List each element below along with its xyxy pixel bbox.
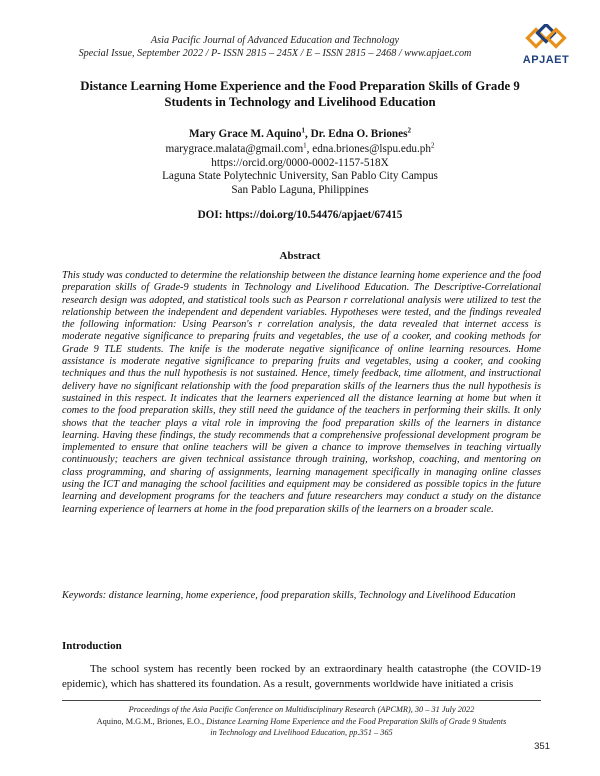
- keywords: Keywords: distance learning, home experience, food preparation skills, Technology and Livelihood Education: [62, 590, 516, 601]
- email-1[interactable]: marygrace.malata@gmail.com: [165, 143, 304, 155]
- introduction-text: The school system has recently been rocked by an extraordinary health catastrophe (the COVID-19 epidemic), which has shattered its foundation. As a result, governments worldwide have initiated a crisis: [62, 663, 541, 690]
- logo-text: APJAET: [522, 54, 570, 66]
- affiliation-line-2: San Pablo Laguna, Philippines: [231, 183, 369, 196]
- issue-info: Special Issue, September 2022 / P- ISSN 2815 – 245X / E – ISSN 2815 – 2468 / www.apjaet.com: [78, 48, 472, 59]
- footer-citation-continued: in Technology and Livelihood Education, pp.351 – 365: [210, 728, 393, 737]
- author-1: Mary Grace M. Aquino: [189, 128, 302, 140]
- footer-divider: [62, 700, 541, 701]
- author-affiliations: [60, 143, 540, 197]
- doi-link[interactable]: DOI: https://doi.org/10.54476/apjaet/67415: [197, 209, 403, 221]
- introduction-heading: Introduction: [62, 640, 122, 652]
- author-names: Mary Grace M. Aquino$^1$, Dr. Edna O. Briones$^2$: [189, 126, 411, 140]
- author-emails: marygrace.malata@gmail.com$^1$, $edna.briones@lspu.edu.ph^2$: [165, 141, 435, 155]
- journal-name: Asia Pacific Journal of Advanced Education and Technology: [150, 35, 400, 46]
- journal-header: [60, 34, 490, 60]
- paper-title: Distance Learning Home Experience and the Food Preparation Skills of Grade 9 Students in Technology and Livelihood Education: [80, 79, 520, 109]
- affiliation-line-1: Laguna State Polytechnic University, San Pablo City Campus: [162, 170, 438, 182]
- orcid-link[interactable]: https://orcid.org/0000-0002-1157-518X: [211, 156, 389, 169]
- author-2: Dr. Edna O. Briones: [310, 128, 408, 140]
- page-footer: [62, 704, 541, 739]
- footer-citation: Aquino, M.G.M., Briones, E.O., Distance Learning Home Experience and the Food Preparation Skills of Grade 9 Students: [96, 716, 507, 726]
- email-2[interactable]: edna.briones@lspu.edu.ph: [312, 143, 431, 155]
- footer-proceedings: Proceedings of the Asia Pacific Conference on Multidisciplinary Research (APCMR), 30 – 31 July 2022: [128, 705, 475, 714]
- abstract-text: This study was conducted to determine the relationship between the distance learning home experience and the food preparation skills of Grade-9 students in Technology and Livelihood Education. The Descriptive-Correlational research design was adopted, and statistical tools such as Pearson r correlational analysis were utilized to test the relationship between the independent and dependent variables. Hypotheses were tested, and the findings revealed the following information: Using Pearson's r correlation analysis, the data revealed that internet access is moderate negative significance to preparing fruits and vegetables, the use of a cooker, and cooking methods for Grade 9 TLE students. The knife is the moderate negative significance of online learning resources. Home assistance is moderate negative significance to preparing fruits and vegetables, using a cooker, and cooking techniques and thus the null hypothesis is not sustained. Hence, timely feedback, time allotment, and instructional delivery have no significant relationship with the food preparation skills of the learners thus the null hypothesis is sustained in this respect. It indicates that the learners experienced all the distance learning at home but when it comes to the food preparation skills, they still need the guidance of the teachers in performing their skills. It only shows that the teacher plays a vital role in improving the food preparation skills of the learners in distance learning. Having these findings, the study recommends that a comprehensive professional development program be implemented to ensure that online teachers will be given a chance to improve themselves in teaching virtually continuously; teachers are given technical assistance through training, workshop, coaching, and mentoring on class programming, and sharing of assignments, learning management specifically in managing online classes using the ICT and managing the school facilities and equipment may be considered as possible topics in the future learning and development programs for the teachers and future researchers may conduct a study on the distance learning experience of learners at home in the food preparation skills of the learners on a broader scale.: [62, 270, 541, 515]
- logo-diamonds-icon: [516, 24, 576, 54]
- page-number: 351: [534, 741, 550, 752]
- abstract-heading: Abstract: [279, 250, 321, 262]
- apjaet-logo: [516, 24, 576, 68]
